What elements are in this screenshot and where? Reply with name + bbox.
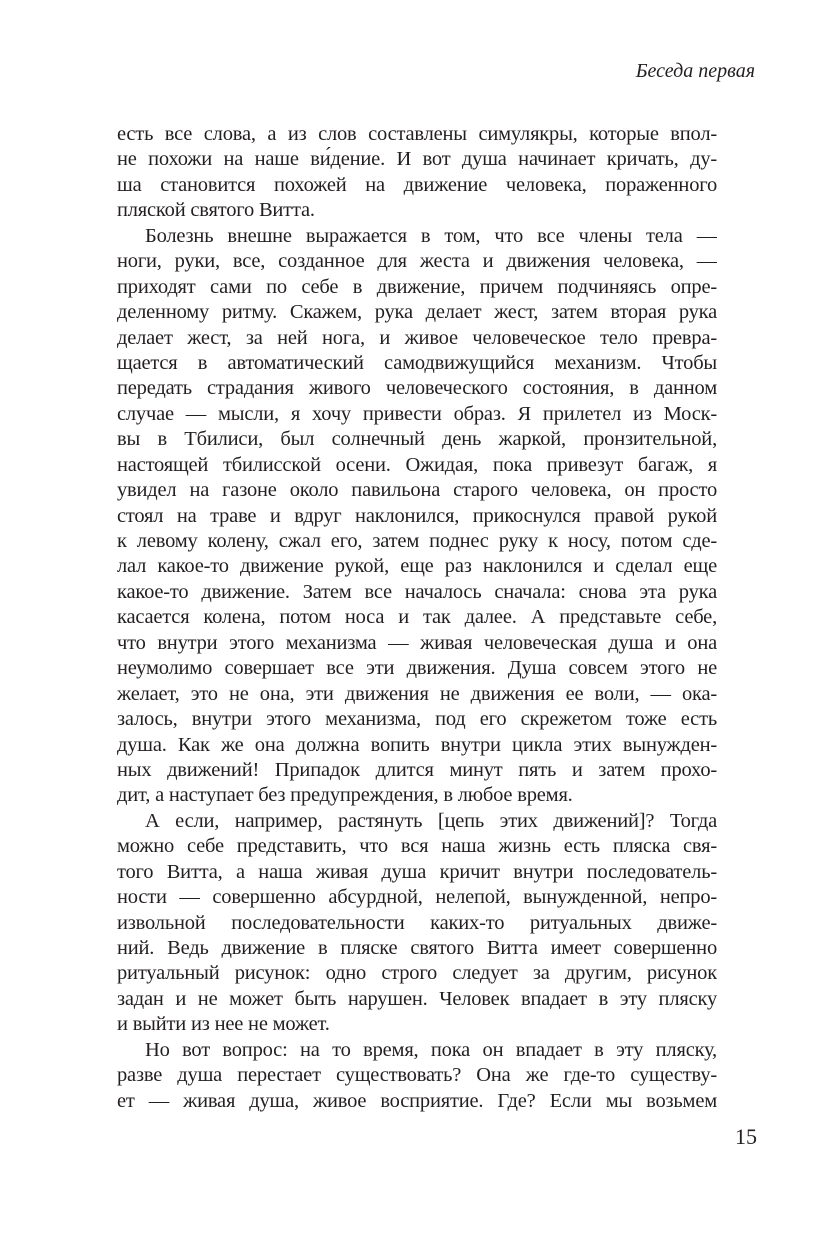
text-line: ша становится похожей на движение человека, пораженного: [117, 173, 717, 196]
text-line: что внутри этого механизма — живая человеческая душа и она: [117, 631, 717, 654]
paragraph: [117, 809, 717, 1038]
body-text: [117, 122, 717, 1114]
text-line: того Витта, а наша живая душа кричит внутри последователь-: [117, 860, 717, 883]
text-line: можно себе представить, что вся наша жизнь есть пляска свя-: [117, 835, 717, 858]
text-line: Но вот вопрос: на то время, пока он впадает в эту пляску,: [145, 1038, 717, 1061]
text-line: есть все слова, а из слов составлены симулякры, которые впол-: [117, 123, 717, 145]
text-line: ности — совершенно абсурдной, нелепой, вынужденной, непро-: [117, 886, 717, 909]
text-line: задан и не может быть нарушен. Человек впадает в эту пляску: [117, 987, 717, 1010]
text-line: настоящей тбилисской осени. Ожидая, пока привезут багаж, я: [117, 453, 717, 476]
text-line: лал какое-то движение рукой, еще раз наклонился и сделал еще: [117, 555, 717, 578]
text-line: стоял на траве и вдруг наклонился, прикоснулся правой рукой: [117, 504, 717, 527]
text-line: желает, это не она, эти движения не движения ее воли, — ока-: [117, 682, 717, 705]
text-line: дит, а наступает без предупреждения, в любое время.: [117, 784, 573, 807]
text-line: щается в автоматический самодвижущийся механизм. Чтобы: [117, 351, 717, 374]
text-line: к левому колену, сжал его, затем поднес руку к носу, потом сде-: [117, 530, 717, 552]
paragraph: [117, 1038, 717, 1114]
text-line: пляской святого Витта.: [117, 199, 315, 222]
text-line: неумолимо совершает все эти движения. Душа совсем этого не: [117, 657, 717, 680]
text-line: душа. Как же она должна вопить внутри цикла этих вынужден-: [117, 733, 717, 756]
text-line: залось, внутри этого механизма, под его скрежетом тоже есть: [117, 708, 717, 731]
text-line: ет — живая душа, живое восприятие. Где? Если мы возьмем: [117, 1089, 717, 1112]
text-line: ноги, руки, все, созданное для жеста и движения человека, —: [117, 250, 717, 273]
text-line: Болезнь внешне выражается в том, что все члены тела —: [145, 224, 717, 247]
paragraph: [117, 122, 717, 224]
text-line: ритуальный рисунок: одно строго следует за другим, рисунок: [117, 962, 717, 985]
text-line: увидел на газоне около павильона старого человека, он просто: [117, 479, 717, 502]
text-line: вы в Тбилиси, был солнечный день жаркой, пронзительной,: [117, 428, 717, 451]
running-header: Беседа первая: [635, 60, 755, 82]
text-line: извольной последовательности каких-то ритуальных движе-: [117, 911, 717, 934]
text-line: какое-то движение. Затем все началось сначала: снова эта рука: [117, 580, 717, 603]
text-line: касается колена, потом носа и так далее. А представьте себе,: [117, 606, 717, 629]
text-line: ных движений! Припадок длится минут пять и затем прохо-: [117, 758, 717, 781]
text-line: приходят сами по себе в движение, причем подчиняясь опре-: [117, 275, 717, 298]
text-line: случае — мысли, я хочу привести образ. Я прилетел из Моск-: [117, 402, 717, 425]
text-line: разве душа перестает существовать? Она же где-то существу-: [117, 1064, 717, 1087]
paragraph: [117, 224, 717, 809]
text-line: не похожи на наше ви́дение. И вот душа начинает кричать, ду-: [117, 148, 717, 171]
page-number: 15: [735, 1124, 757, 1149]
text-line: передать страдания живого человеческого состояния, в данном: [117, 377, 717, 400]
text-line: и выйти из нее не может.: [117, 1013, 330, 1036]
text-line: А если, например, растянуть [цепь этих движений]? Тогда: [145, 809, 717, 832]
text-line: деленному ритму. Скажем, рука делает жест, затем вторая рука: [117, 301, 717, 324]
text-line: делает жест, за ней нога, и живое человеческое тело превра-: [117, 326, 717, 349]
text-line: ний. Ведь движение в пляске святого Витта имеет совершенно: [117, 937, 717, 959]
